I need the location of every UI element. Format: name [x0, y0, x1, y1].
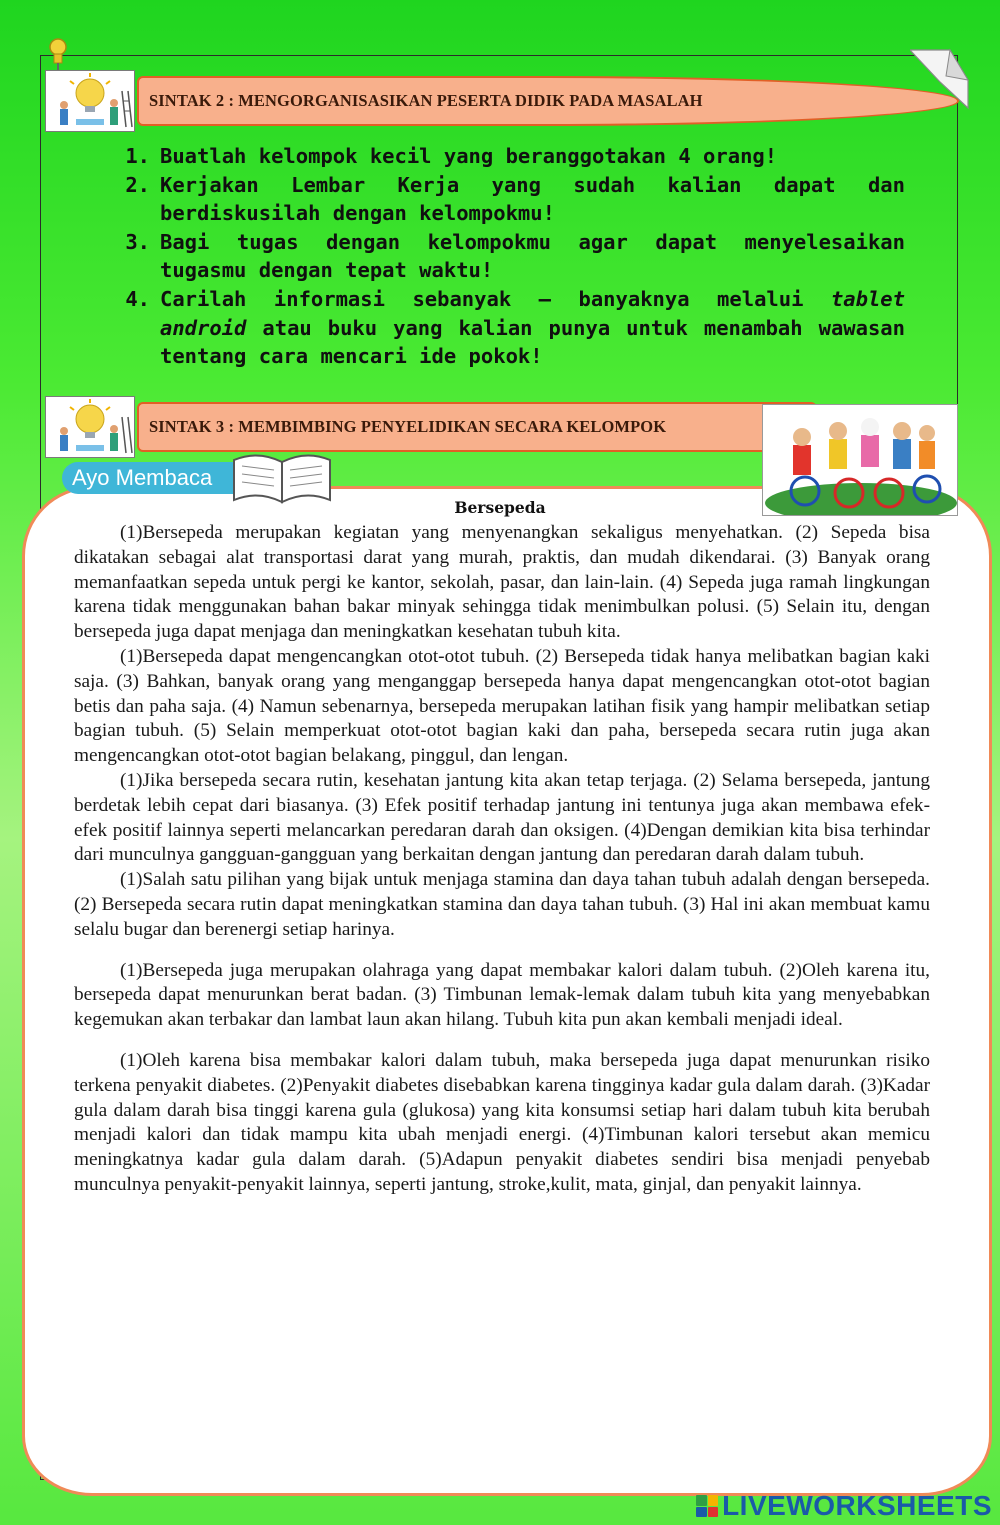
reading-paragraph: (1)Bersepeda dapat mengencangkan otot-otot tubuh. (2) Bersepeda tidak hanya melibatkan bagian kaki saja. (3) Bahkan, banyak orang yang menganggap bersepeda hanya dapat mengencangkan otot-otot bagian betis dan paha saja. (4) Namun sebenarnya, bersepeda merupakan latihan fisik yang hampir melibatkan setiap bagian tubuh. (5) Selain memperkuat otot-otot bagian kaki dan paha, bersepeda secara rutin juga akan mengencangkan otot-otot bagian belakang, pinggul, dan lengan. [74, 645, 930, 767]
task-item [110, 142, 905, 171]
task-item [110, 171, 905, 228]
task-item [110, 285, 905, 371]
task-text [160, 285, 905, 371]
lightbulb-icon [46, 71, 134, 131]
reading-body [74, 521, 930, 1198]
lightbulb-icon [46, 397, 134, 457]
task-text-part: Carilah informasi sebanyak – banyaknya melalui [160, 286, 831, 311]
task-number: 1. [125, 144, 150, 168]
task-number: 2. [125, 172, 150, 197]
task-text: Bagi tugas dengan kelompokmu agar dapat menyelesaikan tugasmu dengan tepat waktu! [160, 229, 905, 283]
ayo-membaca-badge: Ayo Membaca [62, 462, 242, 494]
task-list [110, 142, 905, 371]
liveworksheets-mark-icon [696, 1495, 718, 1517]
task-text: Kerjakan Lembar Kerja yang sudah kalian dapat dan berdiskusilah dengan kelompokmu! [160, 172, 905, 226]
reading-title: Bersepeda [454, 498, 546, 517]
reading-paragraph: (1)Bersepeda juga merupakan olahraga yang dapat membakar kalori dalam tubuh. (2)Oleh karena itu, bersepeda dapat menurunkan berat badan. (3) Timbunan lemak-lemak dalam tubuh kita yang menyebabkan kegemukan akan terbakar dan lambat laun akan hilang. Tubuh kita pun akan kembali menjadi ideal. [74, 959, 930, 1031]
sintak-2-label: SINTAK 2 : MENGORGANISASIKAN PESERTA DIDIK PADA MASALAH [137, 76, 959, 126]
sintak-2-header [45, 70, 960, 132]
liveworksheets-text: LIVEWORKSHEETS [722, 1490, 992, 1521]
liveworksheets-logo [696, 1490, 992, 1522]
reading-paragraph: (1)Salah satu pilihan yang bijak untuk menjaga stamina dan daya tahan tubuh adalah dengan bersepeda. (2) Bersepeda secara rutin dapat meningkatkan stamina dan daya tahan tubuh. (3) Hal ini akan membuat kamu selalu bugar dan berenergi setiap harinya. [74, 869, 930, 940]
task-number: 4. [125, 286, 150, 311]
open-book-icon [228, 446, 336, 504]
task-text: Buatlah kelompok kecil yang beranggotakan 4 orang! [160, 144, 778, 168]
reading-paragraph: (1)Jika bersepeda secara rutin, kesehatan jantung kita akan tetap terjaga. (2) Selama bersepeda, jantung berdetak lebih cepat dari biasanya. (3) Efek positif terhadap jantung ini tentunya juga akan membawa efek-efek positif lainnya seperti melancarkan peredaran darah dan oksigen. (4)Dengan demikian kita bisa terhindar dari munculnya gangguan-gangguan yang berkaitan dengan jantung dan peredaran darah dalam tubuh. [74, 769, 930, 866]
task-text-italic: tablet android [160, 286, 905, 340]
task-item [110, 228, 905, 285]
reading-paragraph: (1)Bersepeda merupakan kegiatan yang menyenangkan sekaligus menyehatkan. (2) Sepeda bisa dikatakan sebagai alat transportasi darat yang murah, praktis, dan mudah dikendarai. (3) Banyak orang memanfaatkan sepeda untuk pergi ke kantor, sekolah, pasar, dan lain-lain. (4) Sepeda juga ramah lingkungan karena tidak menggunakan bahan bakar minyak sehingga tidak menimbulkan polusi. (5) Selain itu, dengan bersepeda juga dapat menjaga dan meningkatkan kesehatan tubuh kita. [74, 522, 930, 643]
idea-illustration [45, 396, 135, 458]
task-text-part: atau buku yang kalian punya untuk menambah wawasan tentang cara mencari ide pokok! [160, 315, 905, 369]
idea-illustration [45, 70, 135, 132]
task-number: 3. [125, 229, 150, 254]
reading-paragraph: (1)Oleh karena bisa membakar kalori dalam tubuh, maka bersepeda juga dapat menurunkan risiko terkena penyakit diabetes. (2)Penyakit diabetes disebabkan karena tingginya kadar gula dalam darah. (3)Kadar gula dalam darah bisa tinggi karena gula (glukosa) yang kita konsumsi setiap hari dalam tubuh kita berubah menjadi kalori dan tidak mampu kita ubah menjadi energi. (4)Timbunan kalori tersebut akan memicu meningkatnya kadar gula dalam darah. (5)Adapun penyakit diabetes sendiri bisa menjadi penyebab munculnya penyakit-penyakit lainnya, seperti jantung, stroke,kulit, mata, ginjal, dan penyakit lainnya. [74, 1049, 930, 1195]
sintak-3-label: SINTAK 3 : MEMBIMBING PENYELIDIKAN SECARA KELOMPOK [137, 402, 817, 452]
